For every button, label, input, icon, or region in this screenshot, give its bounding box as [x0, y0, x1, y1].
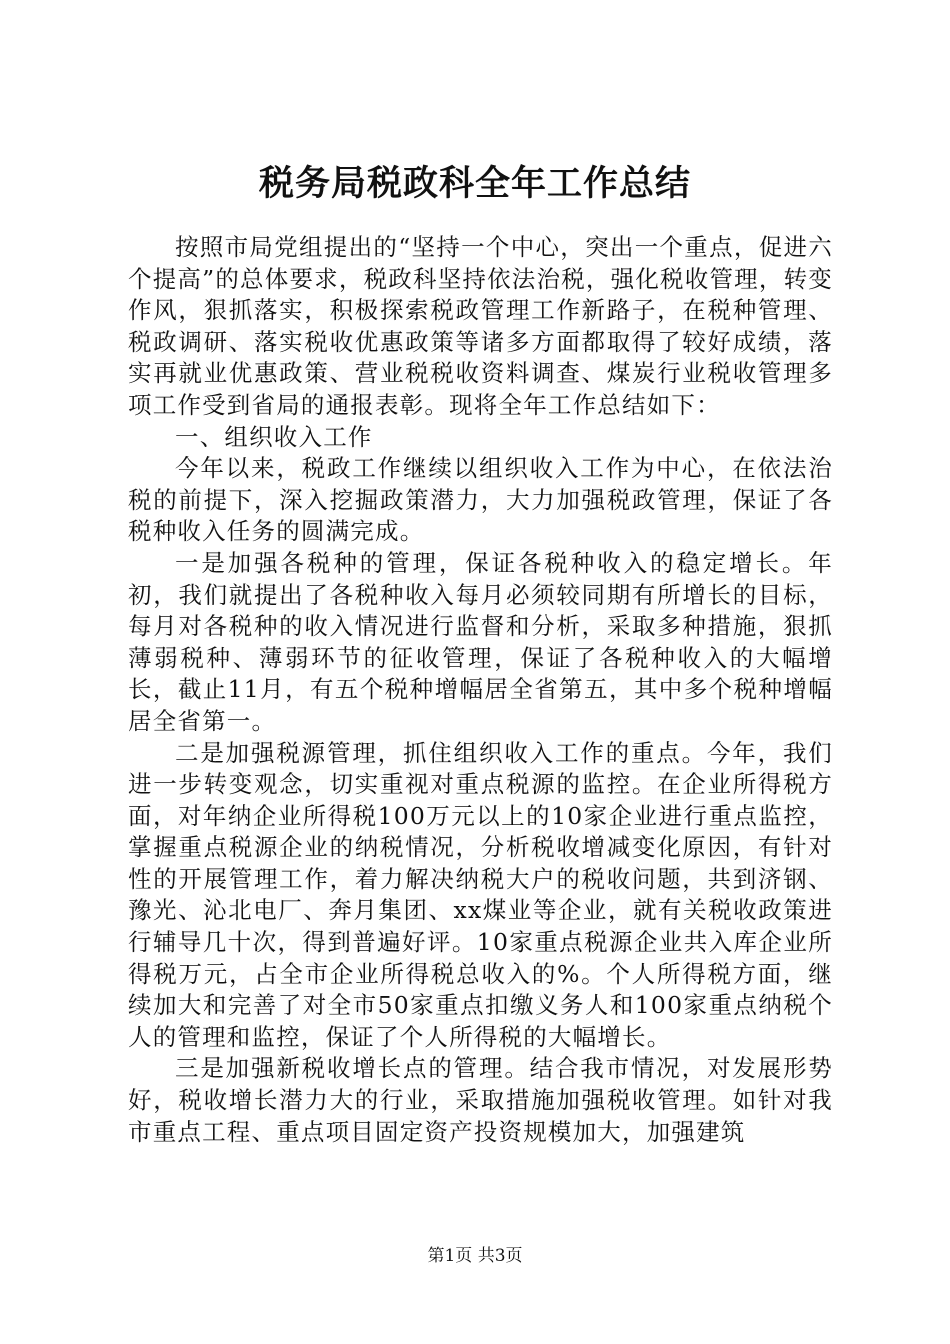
body-paragraph: 一是加强各税种的管理，保证各税种收入的稳定增长。年初，我们就提出了各税种收入每月必须较同期有所增长的目标，每月对各税种的收入情况进行监督和分析，采取多种措施，狠抓薄弱税种、薄弱环节的征收管理，保证了各税种收入的大幅增长，截止11月，有五个税种增幅居全省第五，其中多个税种增幅居全省第一。 [128, 548, 833, 735]
body-paragraph: 今年以来，税政工作继续以组织收入工作为中心，在依法治税的前提下，深入挖掘政策潜力，大力加强税政管理，保证了各税种收入任务的圆满完成。 [128, 454, 833, 546]
document-body [128, 232, 833, 1148]
document-title: 税务局税政科全年工作总结 [258, 163, 691, 204]
page-footer: 第1页 共3页 [427, 1246, 523, 1266]
intro-paragraph: 按照市局党组提出的“坚持一个中心，突出一个重点，促进六个提高”的总体要求，税政科坚持依法治税，强化税收管理，转变作风，狠抓落实，积极探索税政管理工作新路子，在税种管理、税政调研、落实税收优惠政策等诸多方面都取得了较好成绩，落实再就业优惠政策、营业税税收资料调查、煤炭行业税收管理多项工作受到省局的通报表彰。现将全年工作总结如下： [128, 233, 833, 419]
section-heading: 一、组织收入工作 [175, 422, 373, 451]
body-paragraph: 二是加强税源管理，抓住组织收入工作的重点。今年，我们进一步转变观念，切实重视对重点税源的监控。在企业所得税方面，对年纳企业所得税100万元以上的10家企业进行重点监控，掌握重点税源企业的纳税情况，分析税收增减变化原因，有针对性的开展管理工作，着力解决纳税大户的税收问题，共到济钢、豫光、沁北电厂、奔月集团、xx煤业等企业，就有关税收政策进行辅导几十次，得到普遍好评。10家重点税源企业共入库企业所得税万元，占全市企业所得税总收入的%。个人所得税方面，继续加大和完善了对全市50家重点扣缴义务人和100家重点纳税个人的管理和监控，保证了个人所得税的大幅增长。 [128, 738, 833, 1051]
body-paragraph: 三是加强新税收增长点的管理。结合我市情况，对发展形势好，税收增长潜力大的行业，采取措施加强税收管理。如针对我市重点工程、重点项目固定资产投资规模加大，加强建筑 [128, 1054, 833, 1146]
